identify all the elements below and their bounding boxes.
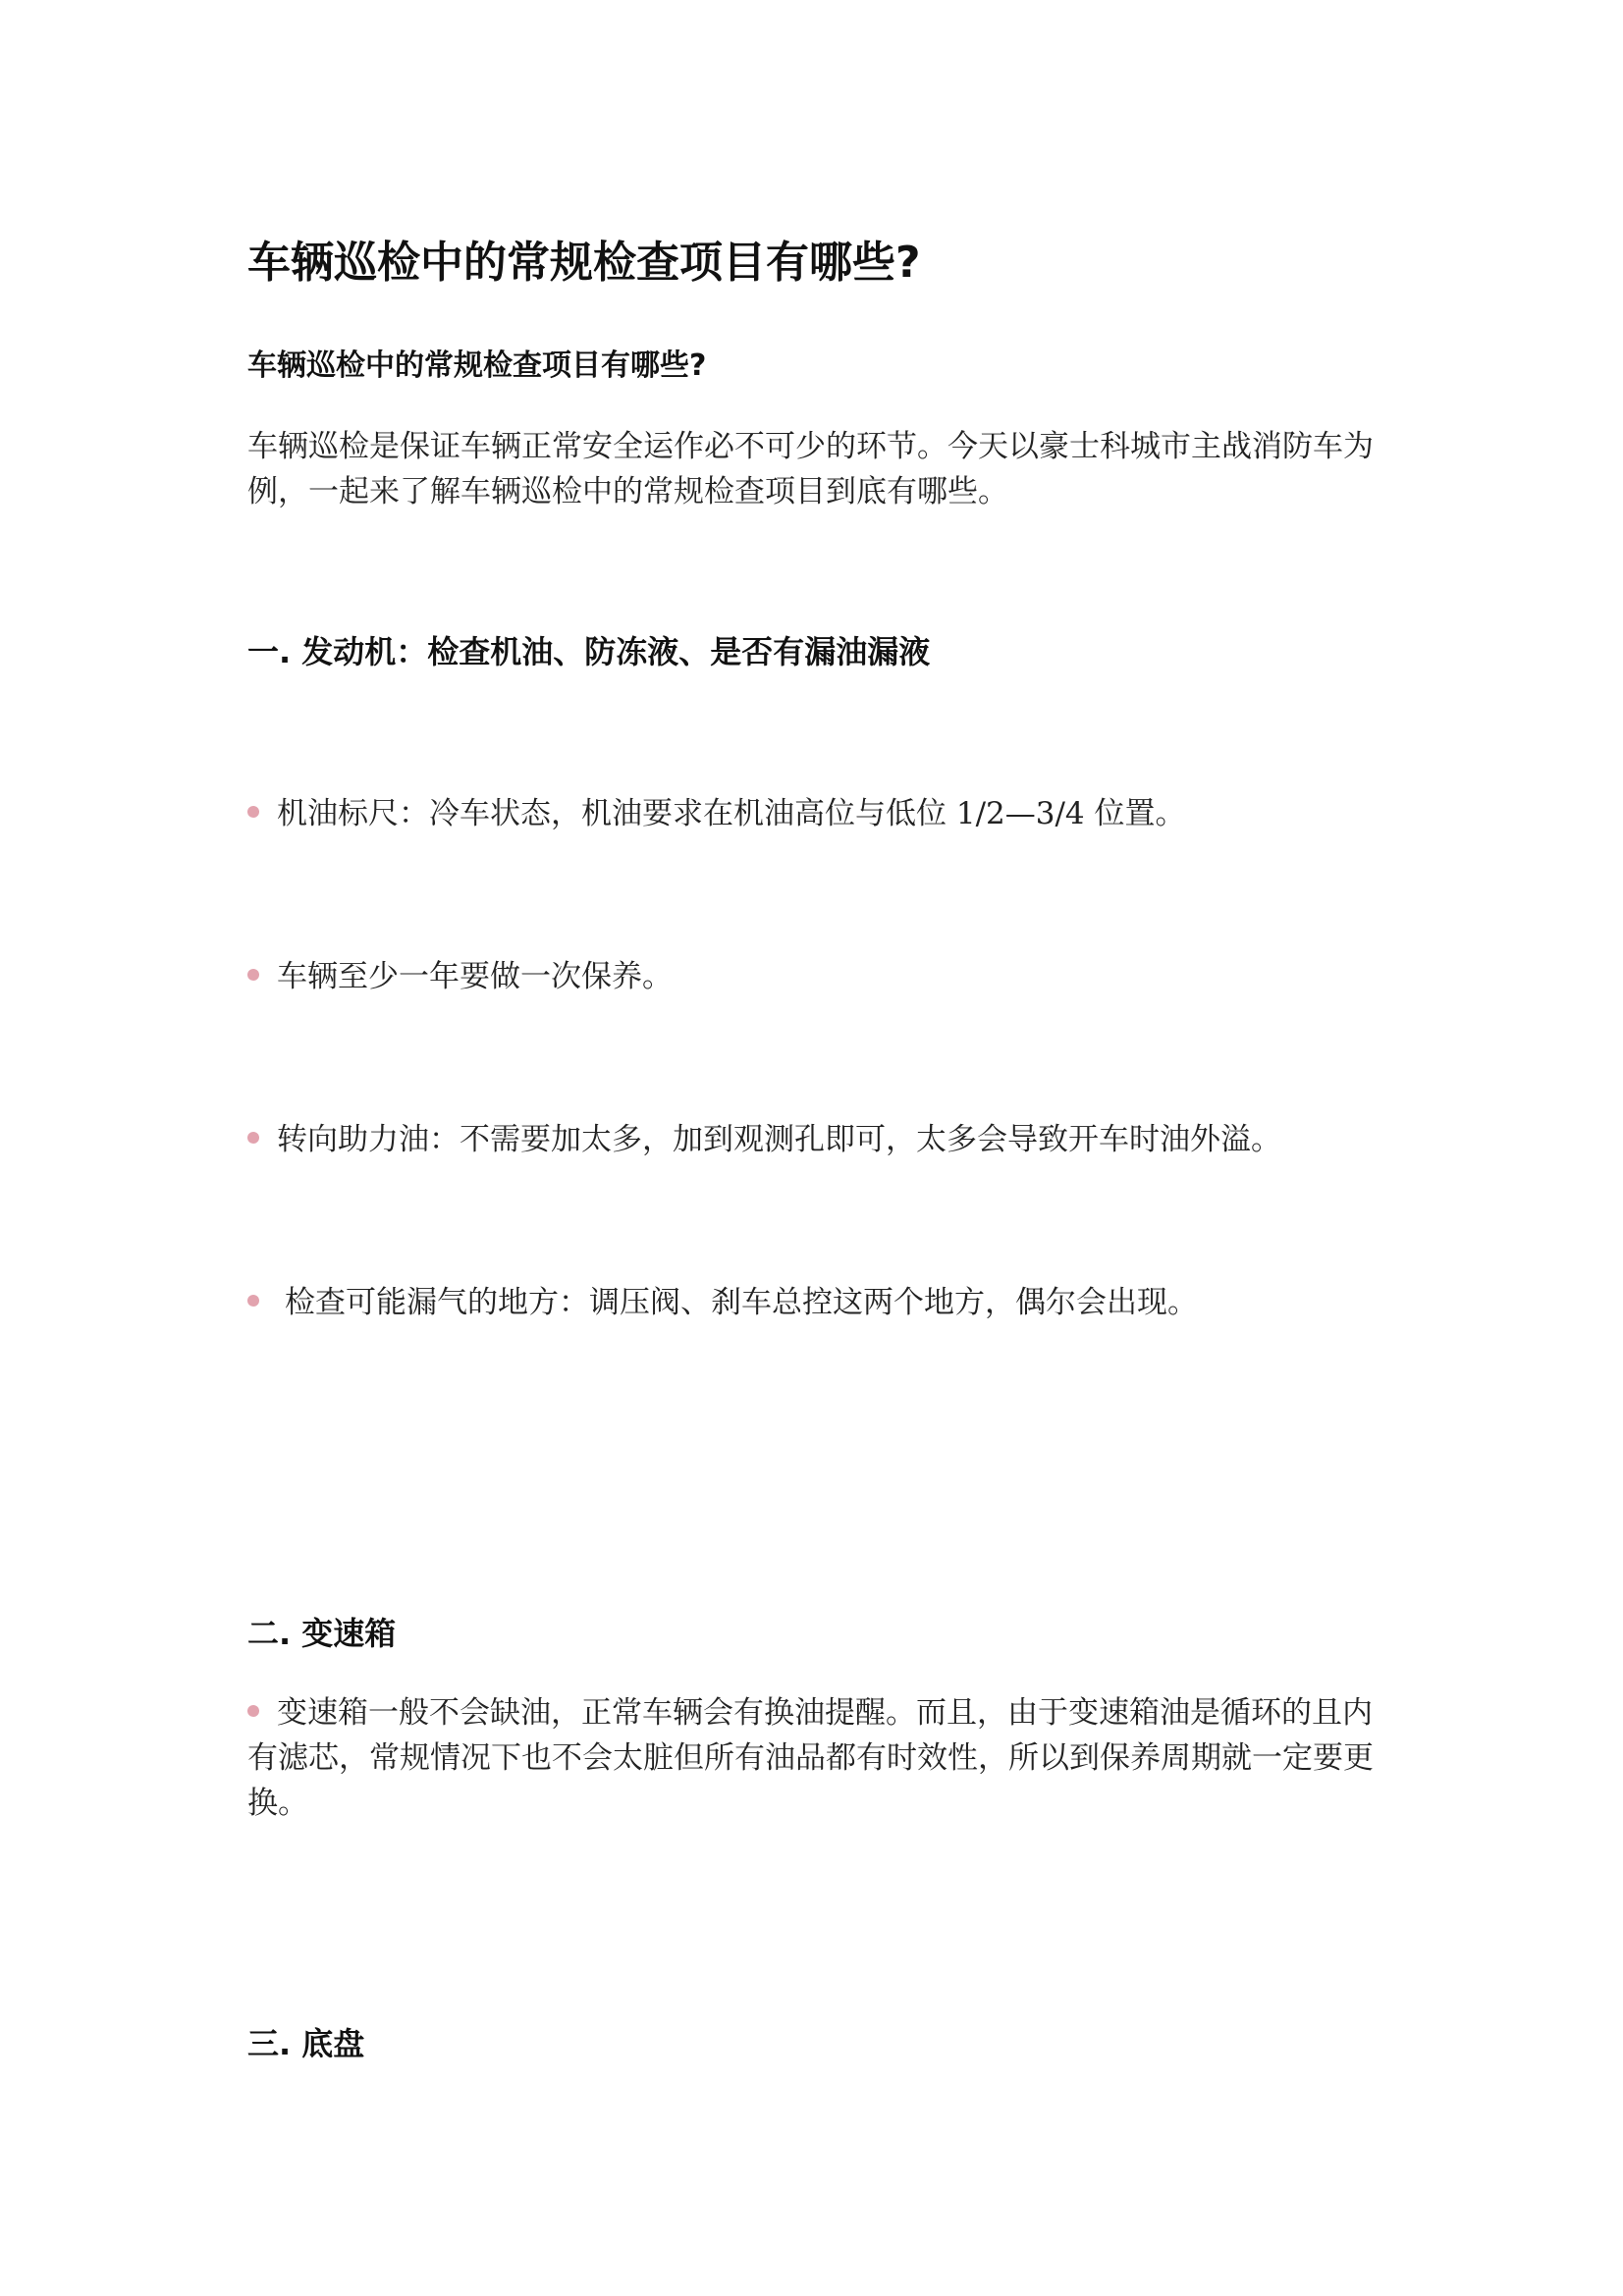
section-heading-chassis: 三. 底盘 — [247, 2025, 365, 2062]
list-item-text: 检查可能漏气的地方：调压阀、刹车总控这两个地方，偶尔会出现。 — [285, 1285, 1198, 1320]
list-item — [247, 954, 1386, 999]
list-item — [247, 1690, 1377, 1826]
document-subtitle: 车辆巡检中的常规检查项目有哪些? — [247, 348, 707, 383]
list-item-text: 车辆至少一年要做一次保养。 — [277, 959, 673, 994]
section-heading-transmission: 二. 变速箱 — [247, 1615, 397, 1652]
list-item — [247, 1117, 1386, 1162]
list-item — [247, 1280, 1386, 1325]
bullet-dot-icon — [247, 1132, 259, 1144]
list-item-text: 变速箱一般不会缺油，正常车辆会有换油提醒。而且，由于变速箱油是循环的且内有滤芯，常规情况下也不会太脏但所有油品都有时效性，所以到保养周期就一定要更换。 — [247, 1695, 1374, 1821]
list-item-text: 转向助力油：不需要加太多，加到观测孔即可，太多会导致开车时油外溢。 — [277, 1122, 1281, 1157]
bullet-dot-icon — [247, 1705, 259, 1717]
bullet-dot-icon — [247, 969, 259, 981]
document-title: 车辆巡检中的常规检查项目有哪些? — [247, 238, 921, 288]
intro-paragraph: 车辆巡检是保证车辆正常安全运作必不可少的环节。今天以豪士科城市主战消防车为例，一起来了解车辆巡检中的常规检查项目到底有哪些。 — [247, 429, 1374, 509]
bullet-dot-icon — [247, 806, 259, 818]
list-item-text: 机油标尺：冷车状态，机油要求在机油高位与低位 1/2—3/4 位置。 — [277, 796, 1186, 831]
list-item — [247, 791, 1386, 836]
bullet-dot-icon — [247, 1295, 259, 1307]
section-heading-engine: 一. 发动机：检查机油、防冻液、是否有漏油漏液 — [247, 633, 931, 670]
